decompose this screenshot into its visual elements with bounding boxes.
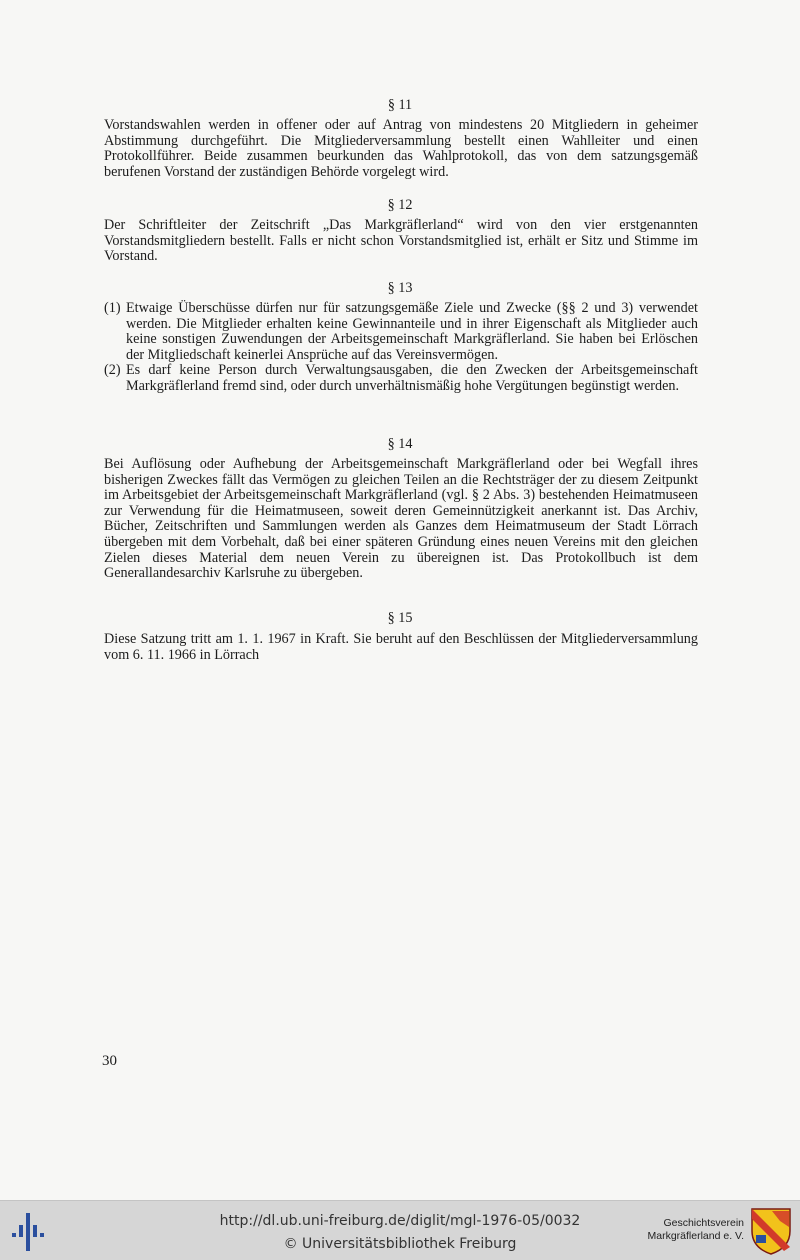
item-text: Etwaige Überschüsse dürfen nur für satzungsgemäße Ziele und Zwecke (§§ 2 und 3) verwendet werden. Die Mitglieder erhalten keine Gewinnanteile und in ihrer Eigenschaft als Mitglieder auch keine sonstigen Zuwendungen der Arbeitsgemeinschaft Markgräflerland. Sie haben bei Erlöschen der Mitgliedschaft keinerlei Ansprüche auf das Vereinsvermögen. xyxy=(126,300,698,363)
item-number: (2) xyxy=(104,362,121,379)
section-14-text: Bei Auflösung oder Aufhebung der Arbeitsgemeinschaft Markgräflerland oder bei Wegfall ihres bisherigen Zweckes fällt das Vermögen zu gleichen Teilen an die Rechtsträger der zu diesem Zeitpunkt im Arbeitsgebiet der Arbeitsgemeinschaft Markgräflerland (vgl. § 2 Abs. 3) bestehenden Heimatmuseen zur Verwendung für die Heimatmuseen, soweit deren Gemeinnützigkeit anerkannt ist. Das Archiv, Bücher, Zeitschriften und Sammlungen werden als Ganzes dem Heimatmuseum der Stadt Lörrach übergeben mit dem Vorbehalt, daß bei einer späteren Gründung eines neuen Vereins mit den gleichen Zielen dieses Material dem neuen Verein zu übereignen ist. Das Protokollbuch ist dem Generallandesarchiv Karlsruhe zu übergeben. xyxy=(104,456,698,582)
coat-of-arms-icon[interactable] xyxy=(750,1207,792,1255)
society-line-1: Geschichtsverein xyxy=(663,1217,744,1229)
society-name xyxy=(648,1217,745,1243)
section-15-text: Diese Satzung tritt am 1. 1. 1967 in Kraft. Sie beruht auf den Beschlüssen der Mitgliederversammlung vom 6. 11. 1966 in Lörrach xyxy=(104,631,698,663)
list-item xyxy=(104,363,698,394)
section-12-text: Der Schriftleiter der Zeitschrift „Das Markgräflerland“ wird von den vier erstgenannten Vorstandsmitgliedern bestellt. Falls er nicht schon Vorstandsmitglied ist, erhält er Sitz und Stimme im Vorstand. xyxy=(104,217,698,265)
page-number: 30 xyxy=(102,1053,117,1069)
viewer-footer xyxy=(0,1200,800,1260)
section-heading-13: § 13 xyxy=(387,280,413,296)
section-heading-11: § 11 xyxy=(387,97,413,113)
footer-url-link[interactable]: http://dl.ub.uni-freiburg.de/diglit/mgl-1976-05/0032 xyxy=(219,1213,581,1229)
section-heading-15: § 15 xyxy=(387,610,413,626)
section-heading-12: § 12 xyxy=(387,197,413,213)
society-line-2: Markgräflerland e. V. xyxy=(647,1230,744,1242)
section-heading-14: § 14 xyxy=(387,436,413,452)
item-number: (1) xyxy=(104,300,121,316)
section-13-list xyxy=(104,301,698,395)
list-item xyxy=(104,301,698,363)
item-text: Es darf keine Person durch Verwaltungsausgaben, die den Zwecken der Arbeitsgemeinschaft Markgräflerland fremd sind, oder durch unverhältnismäßig hohe Vergütungen begünstigt werden. xyxy=(126,362,698,394)
section-11-text: Vorstandswahlen werden in offener oder auf Antrag von mindestens 20 Mitgliedern in geheimer Abstimmung durchgeführt. Die Mitgliederversammlung bestellt einen Wahlleiter und einen Protokollführer. Beide zusammen beurkunden das Wahlprotokoll, das von dem satzungsgemäß berufenen Vorstand der zuständigen Behörde vorgelegt wird. xyxy=(104,117,698,180)
footer-copyright: © Universitätsbibliothek Freiburg xyxy=(283,1236,517,1252)
